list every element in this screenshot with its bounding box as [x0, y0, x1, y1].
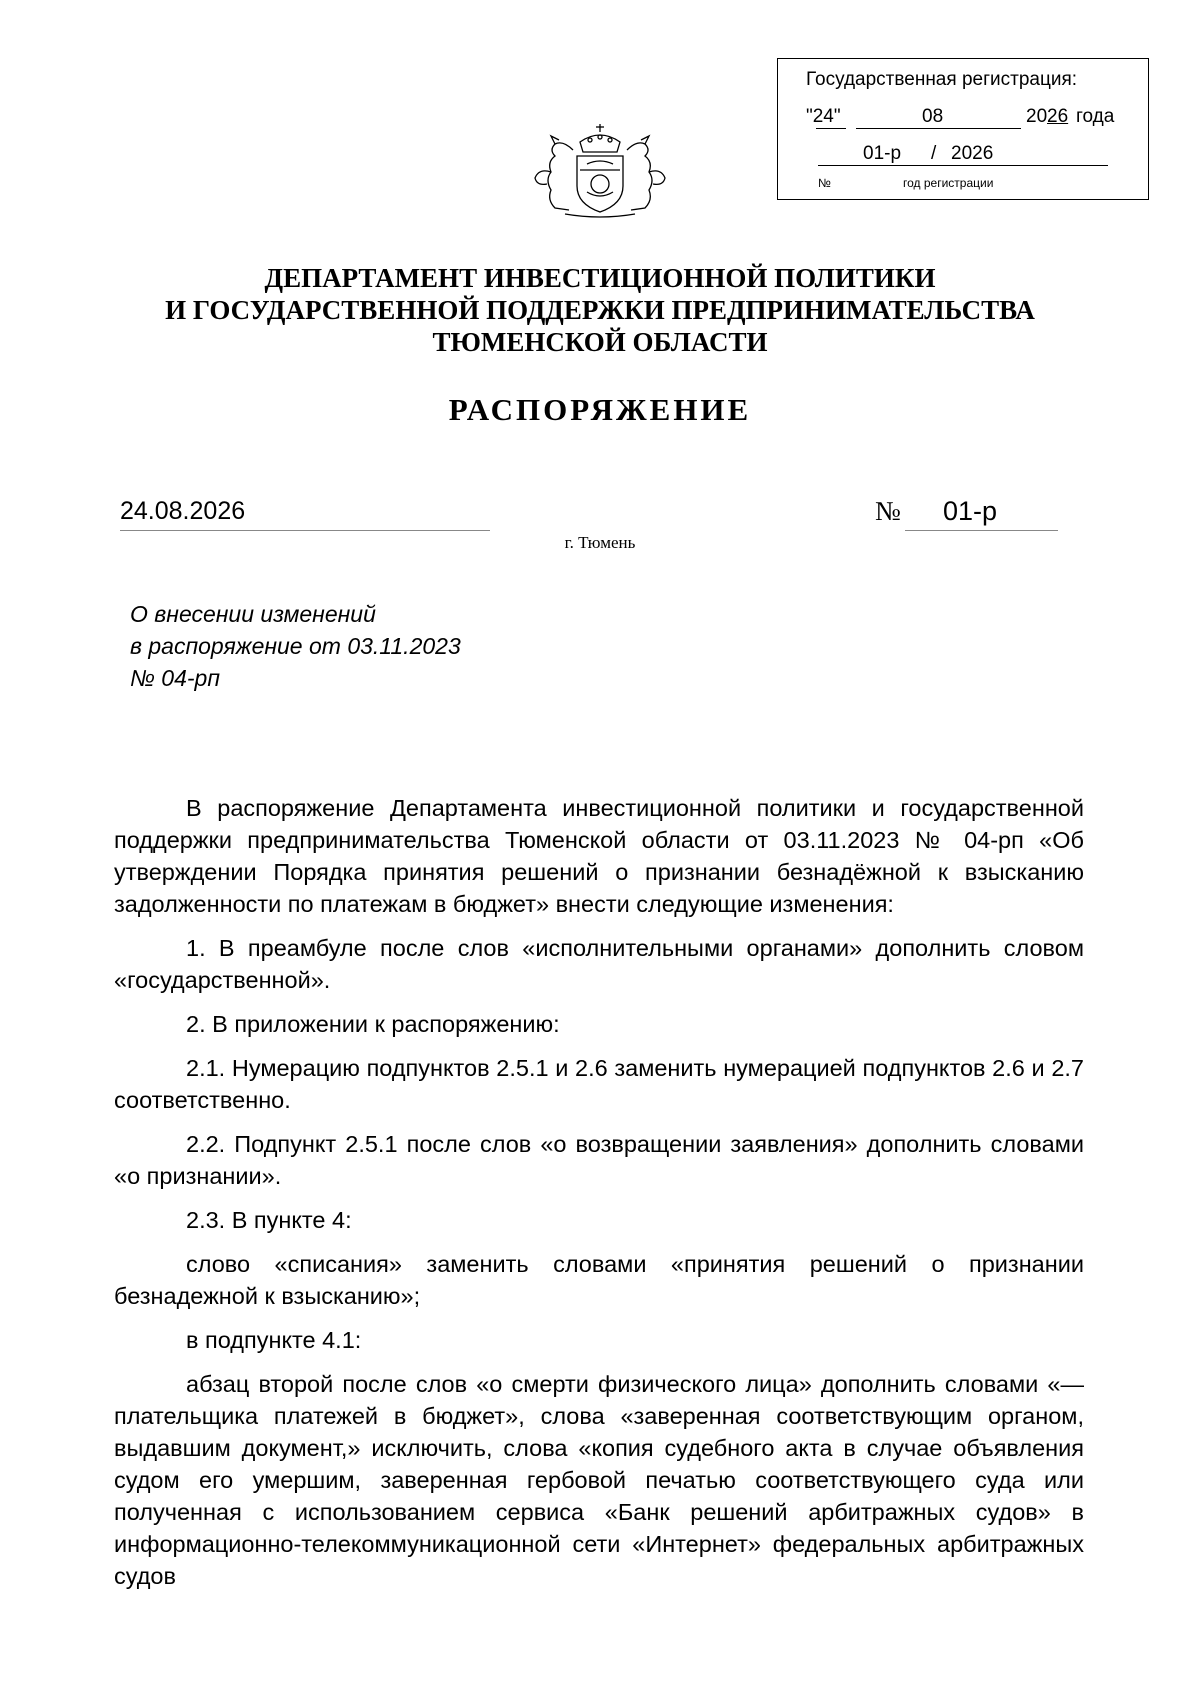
registration-separator: /	[931, 143, 937, 164]
department-name-line1: ДЕПАРТАМЕНТ ИНВЕСТИЦИОННОЙ ПОЛИТИКИ	[264, 263, 936, 293]
document-city: г. Тюмень	[564, 533, 636, 552]
department-name-line2: И ГОСУДАРСТВЕННОЙ ПОДДЕРЖКИ ПРЕДПРИНИМАТЕЛЬСТВА	[165, 295, 1035, 325]
body-paragraph: абзац второй после слов «о смерти физического лица» дополнить словами «— плательщика платежей в бюджет», слова «заверенная соответствующим органом, выдавшим документ,» исключить, слова «копия судебного акта в случае объявления судом его умершим, заверенная гербовой печатью соответствующего суда или полученная с использованием сервиса «Банк решений арбитражных судов» в информационно-телекоммуникационной сети «Интернет» федеральных арбитражных судов	[114, 1371, 1084, 1589]
subject-line1: О внесении изменений	[130, 601, 376, 627]
document-date: 24.08.2026	[120, 497, 490, 531]
body-paragraph: в подпункте 4.1:	[186, 1327, 362, 1353]
document-body	[114, 792, 1084, 1604]
registration-caption-year: год регистрации	[903, 176, 994, 190]
registration-year-word: года	[1076, 106, 1115, 127]
registration-number: 01-р	[863, 143, 902, 164]
registration-box	[777, 58, 1149, 200]
document-number: 01-р	[905, 497, 1058, 531]
subject-line3: № 04-рп	[130, 665, 220, 691]
body-paragraph: 2.3. В пункте 4:	[186, 1207, 352, 1233]
registration-year-prefix: 20	[1026, 106, 1048, 127]
body-paragraph: слово «списания» заменить словами «принятия решений о признании безнадежной к взысканию»;	[114, 1251, 1084, 1309]
month-underline	[856, 128, 1021, 129]
registration-day: "24"	[806, 106, 841, 127]
body-paragraph: В распоряжение Департамента инвестиционной политики и государственной поддержки предпринимательства Тюменской области от 03.11.2023 № 04-рп «Об утверждении Порядка принятия решений о признании безнадёжной к взысканию задолженности по платежам в бюджет» внести следующие изменения:	[114, 795, 1084, 917]
body-paragraph: 2.2. Подпункт 2.5.1 после слов «о возвращении заявления» дополнить словами «о признании».	[114, 1131, 1084, 1189]
registration-month: 08	[922, 106, 944, 127]
body-paragraph: 2.1. Нумерацию подпунктов 2.5.1 и 2.6 заменить нумерацией подпунктов 2.6 и 2.7 соответственно.	[114, 1055, 1084, 1113]
registration-year-suffix: 26	[1047, 106, 1069, 127]
tyumen-coat-of-arms-icon	[525, 120, 675, 220]
registration-number-underline	[818, 165, 1108, 166]
subject-line2: в распоряжение от 03.11.2023	[130, 633, 461, 659]
department-name-line3: ТЮМЕНСКОЙ ОБЛАСТИ	[432, 327, 768, 357]
registration-year: 2026	[951, 143, 994, 164]
document-type-title: РАСПОРЯЖЕНИЕ	[448, 392, 752, 427]
registration-title: Государственная регистрация:	[806, 69, 1078, 90]
day-underline	[816, 128, 846, 129]
document-subject	[130, 598, 630, 694]
registration-caption-number: №	[818, 176, 831, 190]
body-paragraph: 1. В преамбуле после слов «исполнительными органами» дополнить словом «государственной».	[114, 935, 1084, 993]
body-paragraph: 2. В приложении к распоряжению:	[186, 1011, 560, 1037]
document-number-label: №	[875, 496, 901, 526]
department-name	[0, 262, 1200, 358]
